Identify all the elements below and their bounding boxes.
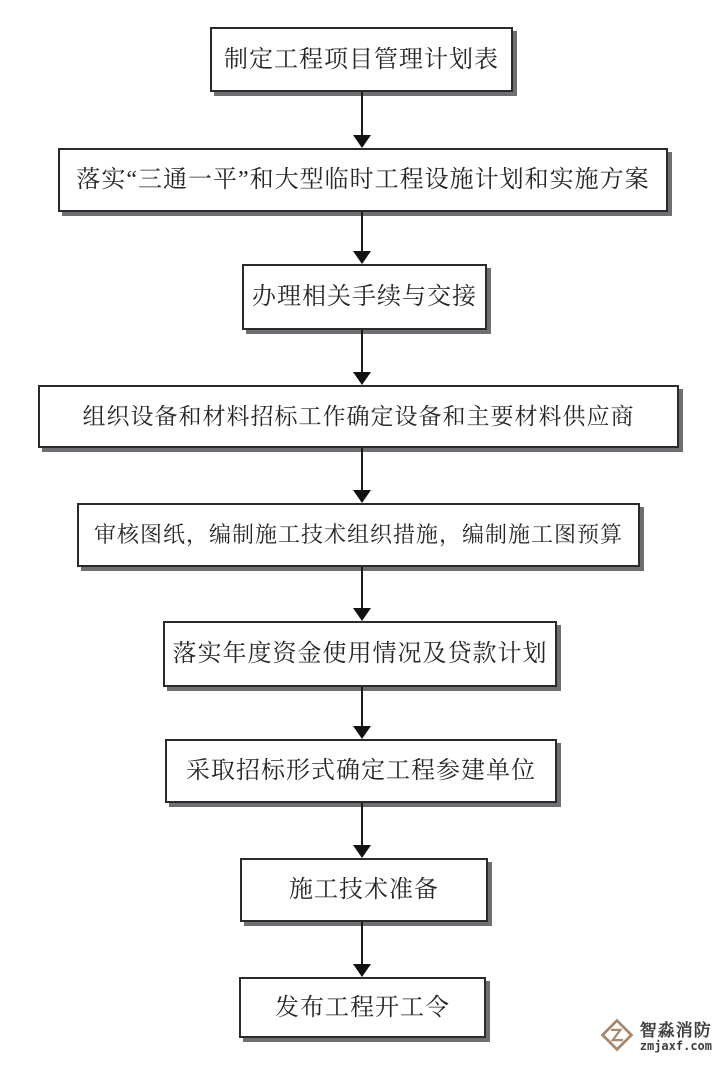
- flow-step-3: 办理相关手续与交接: [242, 264, 487, 330]
- flow-step-4: 组织设备和材料招标工作确定设备和主要材料供应商: [38, 385, 679, 448]
- arrow-down-icon: [353, 687, 371, 739]
- flow-step-1: 制定工程项目管理计划表: [210, 27, 513, 92]
- arrow-down-icon: [353, 330, 371, 385]
- flow-step-2: 落实“三通一平”和大型临时工程设施计划和实施方案: [58, 148, 668, 212]
- brand-logo-icon: [600, 1018, 634, 1057]
- flow-step-7: 采取招标形式确定工程参建单位: [165, 739, 557, 803]
- flow-step-5: 审核图纸，编制施工技术组织措施，编制施工图预算: [77, 503, 640, 567]
- arrow-down-icon: [353, 92, 371, 148]
- flow-step-6: 落实年度资金使用情况及贷款计划: [163, 621, 557, 687]
- arrow-down-icon: [353, 803, 371, 858]
- brand-watermark: [600, 1018, 712, 1057]
- brand-name: 智淼消防: [639, 1020, 712, 1040]
- arrow-down-icon: [353, 212, 371, 264]
- arrow-down-icon: [353, 567, 371, 621]
- arrow-down-icon: [353, 448, 371, 503]
- flow-step-8: 施工技术准备: [240, 858, 488, 922]
- arrow-down-icon: [353, 922, 371, 977]
- flow-step-9: 发布工程开工令: [239, 977, 486, 1038]
- brand-url: zmjaxf.com: [639, 1039, 712, 1054]
